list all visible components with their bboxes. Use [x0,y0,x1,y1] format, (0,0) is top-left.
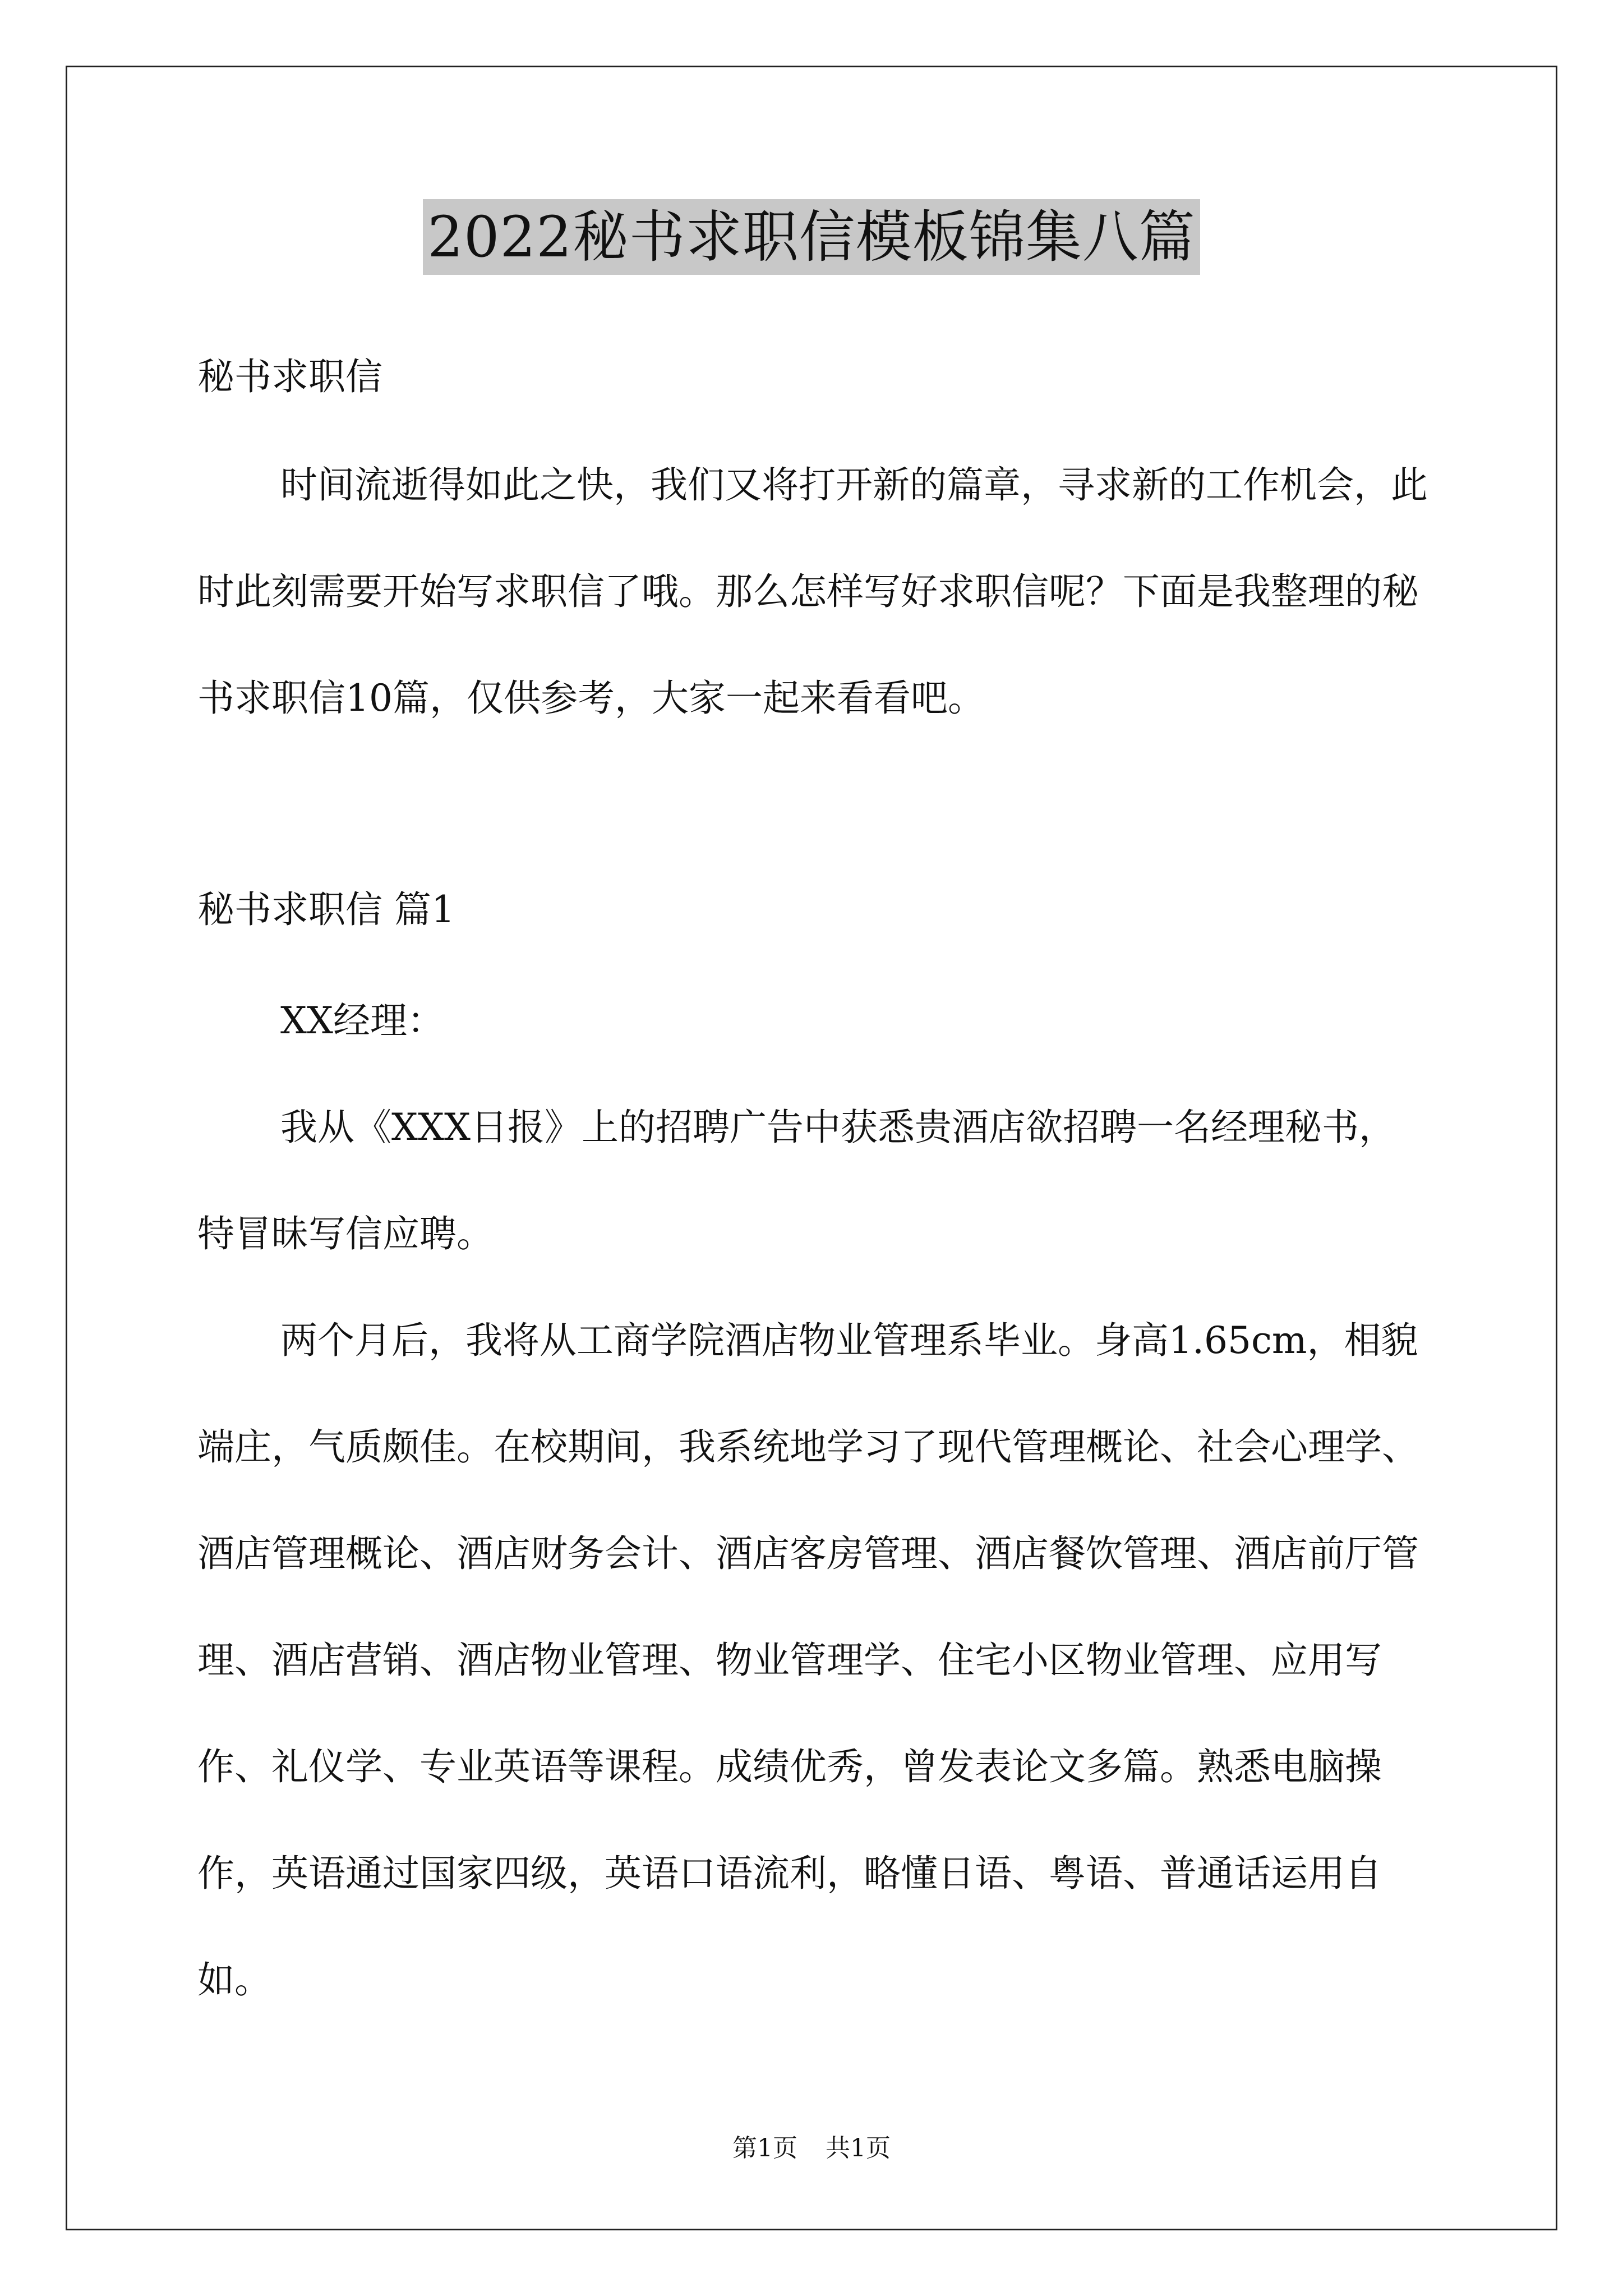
page-count: 共1页 [826,2134,891,2162]
section-heading: 秘书求职信 [197,355,382,398]
intro-paragraph: 时间流逝得如此之快，我们又将打开新的篇章，寻求新的工作机会，此时此刻需要开始写求职信了哦。那么怎样写好求职信呢？下面是我整理的秘书求职信10篇，仅供参考，大家一起来看看吧。 [197,463,1428,720]
article-heading: 秘书求职信 篇1 [197,888,455,931]
document-title: 2022秘书求职信模板锦集八篇 [423,199,1200,275]
body-paragraph: 两个月后，我将从工商学院酒店物业管理系毕业。身高1.65cm，相貌端庄，气质颇佳。在校期间，我系统地学习了现代管理概论、社会心理学、酒店管理概论、酒店财务会计、酒店客房管理、酒店餐饮管理、酒店前厅管理、酒店营销、酒店物业管理、物业管理学、住宅小区物业管理、应用写作、礼仪学、专业英语等课程。成绩优秀，曾发表论文多篇。熟悉电脑操作，英语通过国家四级，英语口语流利，略懂日语、粤语、普通话运用自如。 [197,1319,1419,2001]
page-footer [0,2132,1623,2165]
salutation: XX经理： [280,999,444,1042]
body-paragraph: 我从《XXX日报》上的招聘广告中获悉贵酒店欲招聘一名经理秘书，特冒昧写信应聘。 [197,1106,1396,1255]
title-container [0,199,1623,275]
page-number: 第1页 [732,2134,797,2162]
